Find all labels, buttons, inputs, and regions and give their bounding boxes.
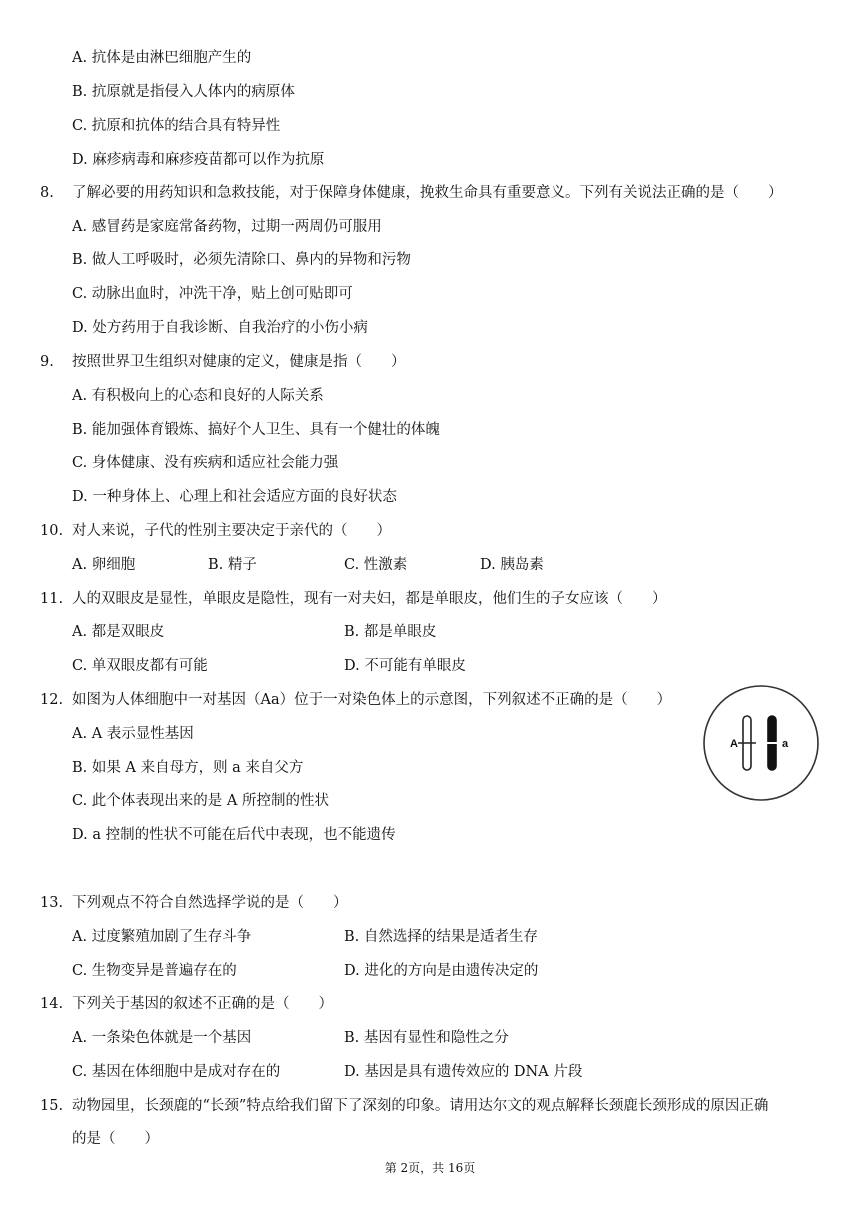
option-a: A. 感冒药是家庭常备药物，过期一两周仍可服用 <box>72 219 382 235</box>
option-b: B. 抗原就是指侵入人体内的病原体 <box>72 84 295 100</box>
option-b: B. 自然选择的结果是适者生存 <box>344 929 538 945</box>
option-c: C. 基因在体细胞中是成对存在的 <box>72 1064 281 1080</box>
question-number: 12. <box>40 692 64 708</box>
option-a: A. 有积极向上的心态和良好的人际关系 <box>72 388 324 404</box>
option-d: D. 基因是具有遗传效应的 DNA 片段 <box>344 1064 583 1080</box>
gene-label-a-dominant: A <box>730 738 738 750</box>
option-d: D. 一种身体上、心理上和社会适应方面的良好状态 <box>72 489 397 505</box>
question-stem: 对人来说，子代的性别主要决定于亲代的（ ） <box>72 523 391 539</box>
question-stem: 按照世界卫生组织对健康的定义，健康是指（ ） <box>72 354 406 370</box>
question-number: 15. <box>40 1098 64 1114</box>
option-d: D. a 控制的性状不可能在后代中表现，也不能遗传 <box>72 827 396 843</box>
option-b: B. 做人工呼吸时，必须先清除口、鼻内的异物和污物 <box>72 252 411 268</box>
question-number: 14. <box>40 996 64 1012</box>
question-stem: 下列观点不符合自然选择学说的是（ ） <box>72 895 348 911</box>
option-c: C. 生物变异是普遍存在的 <box>72 963 237 979</box>
option-c: C. 此个体表现出来的是 A 所控制的性状 <box>72 793 329 809</box>
option-c: C. 性激素 <box>344 557 408 573</box>
gene-label-a-recessive: a <box>782 738 789 750</box>
question-stem: 如图为人体细胞中一对基因（Aa）位于一对染色体上的示意图，下列叙述不正确的是（ ） <box>72 692 672 708</box>
option-d: D. 麻疹病毒和麻疹疫苗都可以作为抗原 <box>72 152 325 168</box>
option-a: A. 都是双眼皮 <box>72 624 165 640</box>
option-d: D. 胰岛素 <box>480 557 544 573</box>
question-number: 9. <box>40 354 54 370</box>
option-b: B. 能加强体育锻炼、搞好个人卫生、具有一个健壮的体魄 <box>72 422 440 438</box>
option-b: B. 都是单眼皮 <box>344 624 437 640</box>
question-number: 11. <box>40 591 64 607</box>
option-d: D. 不可能有单眼皮 <box>344 658 466 674</box>
option-a: A. A 表示显性基因 <box>72 726 194 742</box>
question-stem: 人的双眼皮是显性，单眼皮是隐性，现有一对夫妇，都是单眼皮，他们生的子女应该（ ） <box>72 591 667 607</box>
question-stem-continued: 的是（ ） <box>72 1131 159 1147</box>
option-a: A. 一条染色体就是一个基因 <box>72 1030 252 1046</box>
question-number: 8. <box>40 185 54 201</box>
question-stem: 了解必要的用药知识和急救技能，对于保障身体健康，挽救生命具有重要意义。下列有关说法正确的是（ ） <box>72 185 783 201</box>
option-a: A. 抗体是由淋巴细胞产生的 <box>72 50 252 66</box>
option-c: C. 抗原和抗体的结合具有特异性 <box>72 118 281 134</box>
option-d: D. 处方药用于自我诊断、自我治疗的小伤小病 <box>72 320 368 336</box>
chromosome-diagram <box>702 684 820 802</box>
option-a: A. 卵细胞 <box>72 557 136 573</box>
question-number: 10. <box>40 523 64 539</box>
question-number: 13. <box>40 895 64 911</box>
option-b: B. 如果 A 来自母方，则 a 来自父方 <box>72 760 304 776</box>
question-stem: 动物园里，长颈鹿的“长颈”特点给我们留下了深刻的印象。请用达尔文的观点解释长颈鹿长颈形成的原因正确 <box>72 1098 769 1114</box>
option-c: C. 动脉出血时，冲洗干净，贴上创可贴即可 <box>72 286 353 302</box>
option-d: D. 进化的方向是由遗传决定的 <box>344 963 539 979</box>
cell-outline <box>704 686 818 800</box>
option-b: B. 基因有显性和隐性之分 <box>344 1030 509 1046</box>
option-c: C. 身体健康、没有疾病和适应社会能力强 <box>72 455 339 471</box>
option-b: B. 精子 <box>208 557 257 573</box>
page-footer: 第 2页，共 16页 <box>384 1161 476 1175</box>
question-stem: 下列关于基因的叙述不正确的是（ ） <box>72 996 333 1012</box>
option-a: A. 过度繁殖加剧了生存斗争 <box>72 929 252 945</box>
option-c: C. 单双眼皮都有可能 <box>72 658 208 674</box>
